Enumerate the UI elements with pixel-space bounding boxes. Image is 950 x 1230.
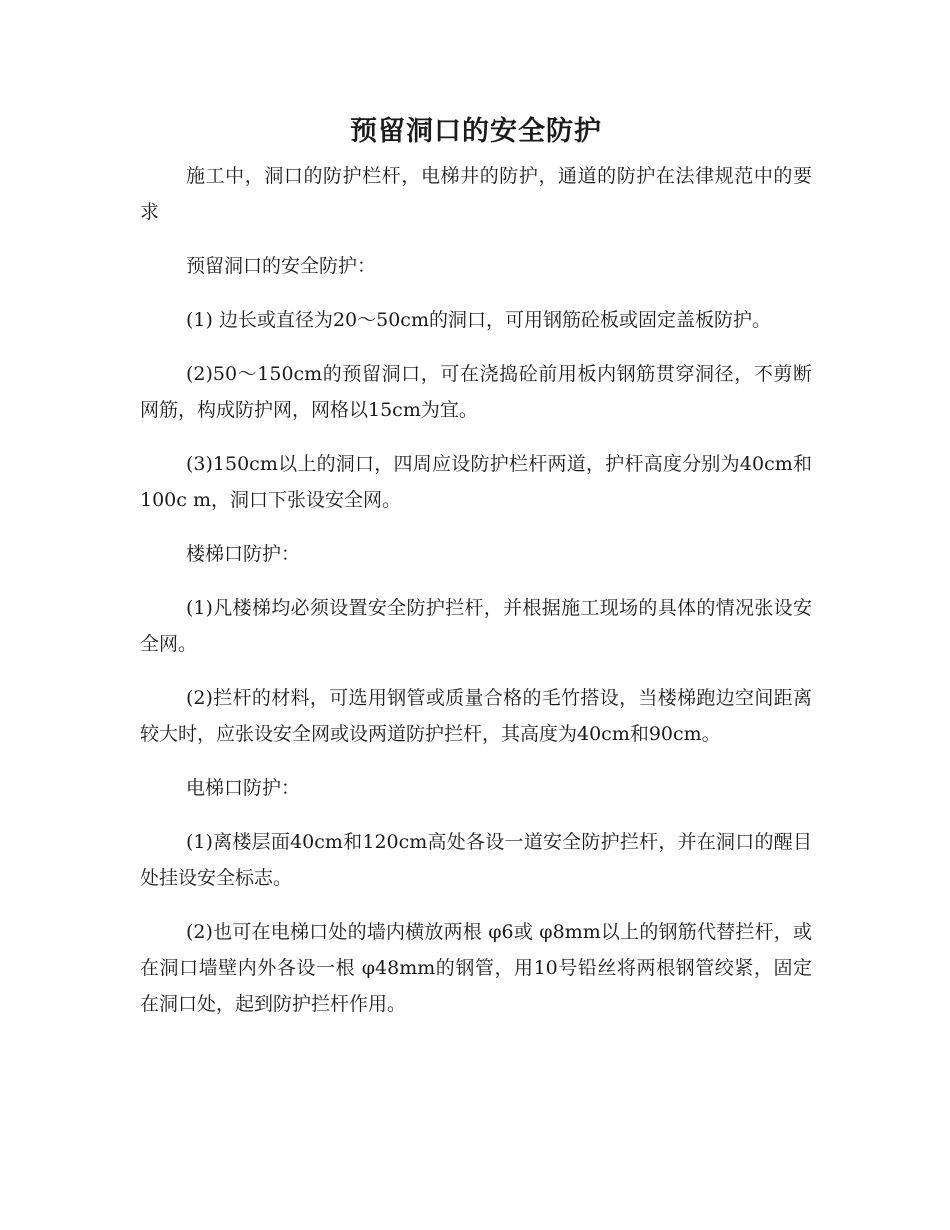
section-heading-reserved-openings: 预留洞口的安全防护： xyxy=(186,255,377,277)
section-heading-elevator: 电梯口防护： xyxy=(186,777,301,799)
paragraph-stairway-item-1: (1)凡楼梯均必须设置安全防护拦杆，并根据施工现场的具体的情况张设安全网。 xyxy=(140,597,812,655)
paragraph-elevator-item-2: (2)也可在电梯口处的墙内横放两根 φ6或 φ8mm以上的钢筋代替拦杆，或在洞口墙壁内外各设一根 φ48mm的钢管，用10号铅丝将两根钢管绞紧，固定在洞口处，起到防护拦杆作用。 xyxy=(140,921,812,1015)
paragraph-opening-item-2: (2)50～150cm的预留洞口，可在浇捣砼前用板内钢筋贯穿洞径，不剪断网筋，构成防护网，网格以15cm为宜。 xyxy=(140,363,812,421)
paragraph-stairway-item-2: (2)拦杆的材料，可选用钢管或质量合格的毛竹搭设，当楼梯跑边空间距离较大时，应张设安全网或设两道防护拦杆，其高度为40cm和90cm。 xyxy=(140,687,812,745)
document-page xyxy=(140,112,812,1040)
paragraph-opening-item-3: (3)150cm以上的洞口，四周应设防护栏杆两道，护杆高度分别为40cm和100c m，洞口下张设安全网。 xyxy=(140,453,812,511)
paragraph-elevator-item-1: (1)离楼层面40cm和120cm高处各设一道安全防护拦杆，并在洞口的醒目处挂设安全标志。 xyxy=(140,831,812,889)
section-heading-stairway: 楼梯口防护： xyxy=(186,543,301,565)
paragraph-opening-item-1: (1) 边长或直径为20～50cm的洞口，可用钢筋砼板或固定盖板防护。 xyxy=(186,309,771,331)
page-title: 预留洞口的安全防护 xyxy=(350,116,602,147)
paragraph-intro: 施工中，洞口的防护栏杆，电梯井的防护，通道的防护在法律规范中的要求 xyxy=(140,165,812,223)
